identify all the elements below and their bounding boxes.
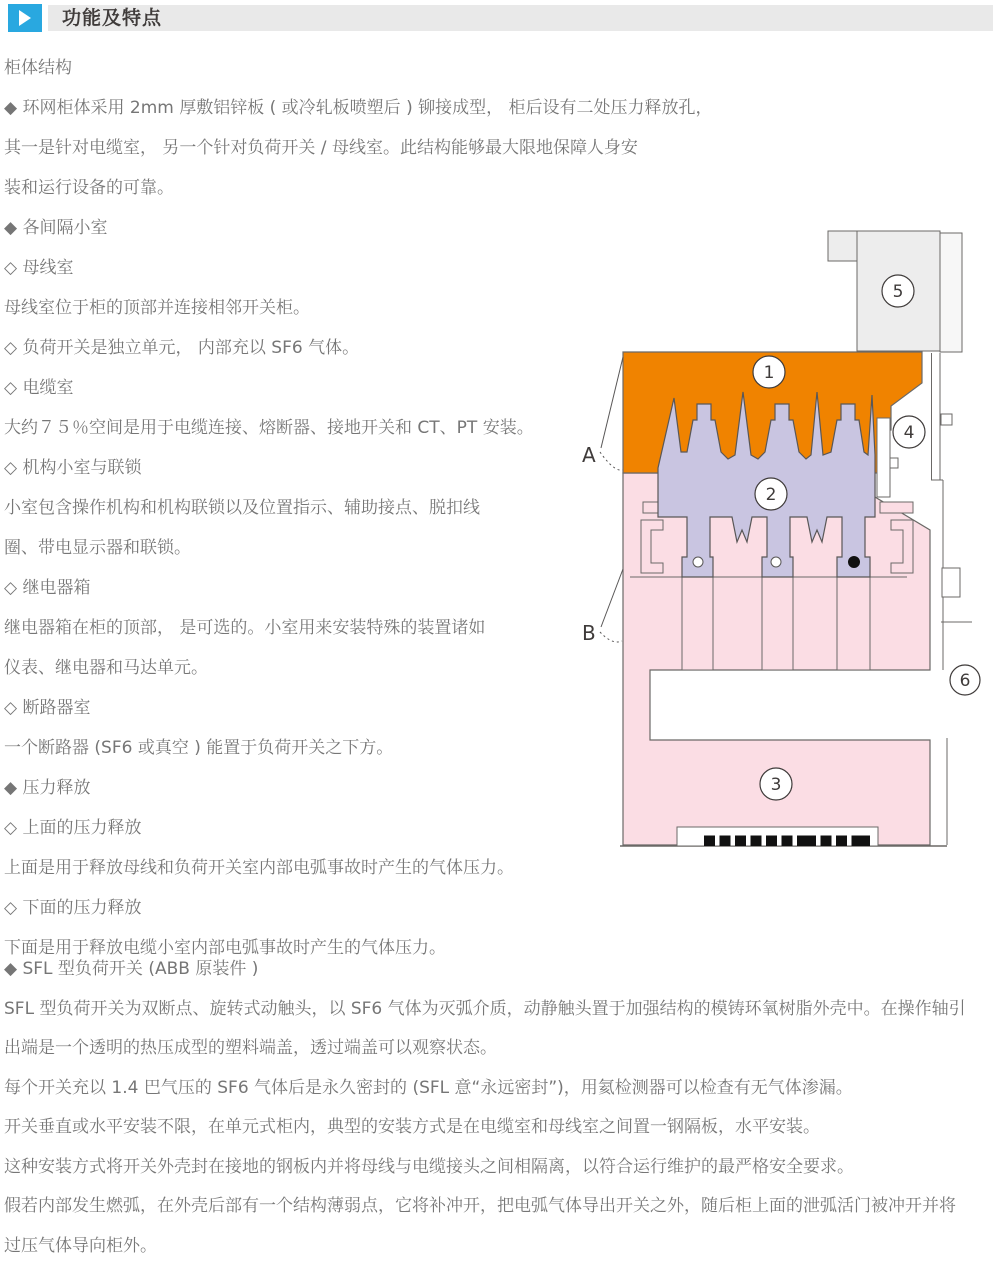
svg-text:4: 4 xyxy=(904,423,915,443)
page-title: 功能及特点 xyxy=(62,5,162,31)
text-line: 过压气体导向柜外。 xyxy=(4,1227,1000,1266)
text-line: 一个断路器 (SF6 或真空 ) 能置于负荷开关之下方。 xyxy=(4,728,1000,768)
text-line: ◆ SFL 型负荷开关 (ABB 原装件 ) xyxy=(4,950,1000,990)
text-line: 这种安装方式将开关外壳封在接地的钢板内并将母线与电缆接头之间相隔离，以符合运行维护的最严格安全要求。 xyxy=(4,1148,1000,1188)
contact-indicator xyxy=(693,557,703,567)
text-line: 圈、带电显示器和联锁。 xyxy=(4,528,1000,568)
text-line: 开关垂直或水平安装不限，在单元式柜内，典型的安装方式是在电缆室和母线室之间置一钢隔板，水平安装。 xyxy=(4,1108,1000,1148)
text-line: 小室包含操作机构和机构联锁以及位置指示、辅助接点、脱扣线 xyxy=(4,488,1000,528)
cable-column xyxy=(682,577,713,670)
callout-6 xyxy=(950,665,980,695)
callout-4 xyxy=(893,416,925,448)
text-line: ◇ 负荷开关是独立单元， 内部充以 SF6 气体。 xyxy=(4,328,1000,368)
svg-text:2: 2 xyxy=(766,485,777,505)
label-b-leader-dotted xyxy=(600,632,622,642)
cable-column xyxy=(762,577,793,670)
text-line: ◇ 下面的压力释放 xyxy=(4,888,1000,928)
text-line: 大约７５％空间是用于电缆连接、熔断器、接地开关和 CT、PT 安装。 xyxy=(4,408,1000,448)
cable-column xyxy=(837,577,870,670)
text-line: 装和运行设备的可靠。 xyxy=(4,168,1000,208)
svg-text:1: 1 xyxy=(764,363,775,383)
text-line: ◇ 上面的压力释放 xyxy=(4,808,1000,848)
cable-clamp-bar-right xyxy=(880,502,913,513)
text-line: 继电器箱在柜的顶部， 是可选的。小室用来安装特殊的装置诸如 xyxy=(4,608,1000,648)
svg-text:3: 3 xyxy=(771,775,782,795)
contact-indicator-filled xyxy=(849,557,860,568)
text-line: 仪表、继电器和马达单元。 xyxy=(4,648,1000,688)
shaft-tab xyxy=(890,458,898,468)
callout-2 xyxy=(755,478,787,510)
text-line: 假若内部发生燃弧，在外壳后部有一个结构薄弱点，它将补冲开，把电弧气体导出开关之外，随后柜上面的泄弧活门被冲开并将 xyxy=(4,1187,1000,1227)
relay-box-side xyxy=(940,233,962,352)
text-line: ◇ 母线室 xyxy=(4,248,1000,288)
label-a-leader xyxy=(601,357,623,448)
text-line: ◇ 机构小室与联锁 xyxy=(4,448,1000,488)
text-line: 出端是一个透明的热压成型的塑料端盖，透过端盖可以观察状态。 xyxy=(4,1029,1000,1069)
wall-tab xyxy=(941,414,952,425)
text-line: SFL 型负荷开关为双断点、旋转式动触头，以 SF6 气体为灭弧介质，动静触头置于加强结构的模铸环氧树脂外壳中。在操作轴引 xyxy=(4,990,1000,1030)
shaft-cover xyxy=(877,418,890,497)
text-line: ◇ 继电器箱 xyxy=(4,568,1000,608)
callout-5 xyxy=(882,275,914,307)
text-line: 每个开关充以 1.4 巴气压的 SF6 气体后是永久密封的 (SFL 意“永远密封”)，用氦检测器可以检查有无气体渗漏。 xyxy=(4,1069,1000,1109)
svg-text:5: 5 xyxy=(893,282,904,302)
text-line: 其一是针对电缆室， 另一个针对负荷开关 / 母线室。此结构能够最大限地保障人身安 xyxy=(4,128,1000,168)
vent-grille-dashes xyxy=(704,836,870,847)
text-line: ◆ 环网柜体采用 2mm 厚敷铝锌板 ( 或冷轧板喷塑后 ) 铆接成型， 柜后设有二处压力释放孔， xyxy=(4,88,1000,128)
text-line: 上面是用于释放母线和负荷开关室内部电弧事故时产生的气体压力。 xyxy=(4,848,1000,888)
contact-indicator xyxy=(771,557,781,567)
label-a-leader-dotted xyxy=(600,452,623,470)
text-line: 下面是用于释放电缆小室内部电弧事故时产生的气体压力。 xyxy=(4,928,1000,968)
text-line: 柜体结构 xyxy=(4,48,1000,88)
text-line: ◆ 各间隔小室 xyxy=(4,208,1000,248)
text-line: ◆ 压力释放 xyxy=(4,768,1000,808)
label-b: B xyxy=(582,621,596,645)
wall-tab xyxy=(942,568,960,597)
label-a: A xyxy=(582,443,596,467)
text-line: ◇ 电缆室 xyxy=(4,368,1000,408)
callout-1 xyxy=(753,356,785,388)
relay-box-tab xyxy=(828,231,858,261)
svg-text:6: 6 xyxy=(960,671,971,691)
text-line: ◇ 断路器室 xyxy=(4,688,1000,728)
callout-3 xyxy=(760,768,792,800)
text-line: 母线室位于柜的顶部并连接相邻开关柜。 xyxy=(4,288,1000,328)
label-b-leader xyxy=(601,569,623,627)
